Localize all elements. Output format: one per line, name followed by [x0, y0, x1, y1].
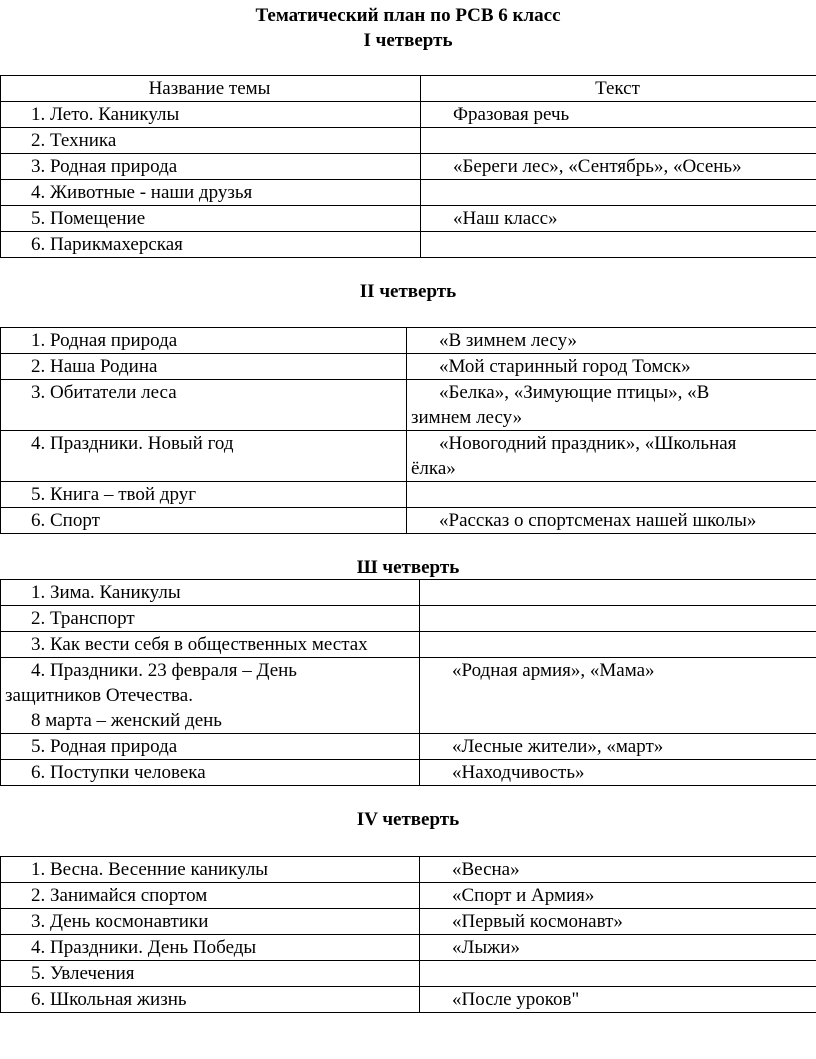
table-row — [1, 508, 816, 534]
topic-cell: 6. Школьная жизнь — [1, 987, 420, 1013]
topic-cell: 5. Книга – твой друг — [1, 482, 407, 508]
table-row — [1, 987, 816, 1013]
topic-cell: 5. Помещение — [1, 206, 421, 232]
text-cell: «Лесные жители», «март» — [420, 734, 816, 760]
text-cell: «Наш класс» — [421, 206, 816, 232]
table-row — [1, 580, 816, 606]
table-row — [1, 961, 816, 987]
text-cell: «Лыжи» — [420, 935, 816, 961]
table-row — [1, 206, 816, 232]
table-row — [1, 354, 816, 380]
quarter-4-title: IV четверть — [356, 809, 460, 830]
quarter-3-table — [0, 579, 816, 786]
topic-cell: 1. Лето. Каникулы — [1, 102, 421, 128]
table-row — [1, 180, 816, 206]
text-cell: Фразовая речь — [421, 102, 816, 128]
quarter-1-table — [0, 75, 816, 258]
text-cell: «Спорт и Армия» — [420, 883, 816, 909]
topic-cell: 2. Техника — [1, 128, 421, 154]
topic-cell: 3. Как вести себя в общественных местах — [1, 632, 420, 658]
topic-cell: 5. Родная природа — [1, 734, 420, 760]
text-cell — [420, 606, 816, 632]
table-row — [1, 102, 816, 128]
table-row — [1, 857, 816, 883]
text-cell: «Рассказ о спортсменах нашей школы» — [407, 508, 816, 534]
table-row — [1, 658, 816, 734]
topic-cell: 1. Весна. Весенние каникулы — [1, 857, 420, 883]
topic-cell: 5. Увлечения — [1, 961, 420, 987]
table-row — [1, 760, 816, 786]
topic-cell: 1. Родная природа — [1, 328, 407, 354]
text-cell — [407, 380, 816, 431]
table-row — [1, 128, 816, 154]
topic-cell — [1, 658, 420, 734]
topic-cell: 2. Занимайся спортом — [1, 883, 420, 909]
table-row — [1, 606, 816, 632]
text-cell — [421, 232, 816, 258]
header-topic: Название темы — [1, 76, 421, 102]
topic-cell: 2. Транспорт — [1, 606, 420, 632]
topic-cell: 6. Парикмахерская — [1, 232, 421, 258]
table-row — [1, 328, 816, 354]
topic-cell: 3. День космонавтики — [1, 909, 420, 935]
quarter-2-title: II четверть — [359, 281, 457, 302]
topic-cell: 6. Поступки человека — [1, 760, 420, 786]
topic-cell: 6. Спорт — [1, 508, 407, 534]
table-row — [1, 734, 816, 760]
table-row — [1, 632, 816, 658]
topic-cell: 3. Родная природа — [1, 154, 421, 180]
text-cell: «Первый космонавт» — [420, 909, 816, 935]
table-row — [1, 154, 816, 180]
topic-cell: 4. Животные - наши друзья — [1, 180, 421, 206]
topic-line: 4. Праздники. 23 февраля – День — [31, 660, 297, 681]
topic-cell: 3. Обитатели леса — [1, 380, 407, 431]
text-cell: «Мой старинный город Томск» — [407, 354, 816, 380]
text-cell — [407, 482, 816, 508]
table-header-row — [1, 76, 816, 102]
table-row — [1, 232, 816, 258]
topic-line: защитников Отечества. — [5, 685, 193, 706]
table-row — [1, 909, 816, 935]
text-cell — [421, 128, 816, 154]
text-line: зимнем лесу» — [411, 407, 523, 428]
quarter-3-title: Ш четверть — [356, 557, 460, 578]
text-cell: «После уроков" — [420, 987, 816, 1013]
quarter-1-title: I четверть — [363, 30, 453, 51]
text-line: ёлка» — [411, 458, 456, 479]
text-cell — [420, 580, 816, 606]
table-row — [1, 431, 816, 482]
quarter-4-table — [0, 856, 816, 1013]
topic-cell: 4. Праздники. День Победы — [1, 935, 420, 961]
text-cell: «Родная армия», «Мама» — [420, 658, 816, 734]
text-line: «Белка», «Зимующие птицы», «В — [439, 382, 710, 403]
table-row — [1, 935, 816, 961]
text-line: «Новогодний праздник», «Школьная — [439, 433, 737, 454]
text-cell — [407, 431, 816, 482]
topic-line: 8 марта – женский день — [31, 710, 222, 731]
text-cell: «Находчивость» — [420, 760, 816, 786]
topic-cell: 1. Зима. Каникулы — [1, 580, 420, 606]
table-row — [1, 482, 816, 508]
text-cell — [420, 961, 816, 987]
table-row — [1, 883, 816, 909]
topic-cell: 2. Наша Родина — [1, 354, 407, 380]
text-cell: «Береги лес», «Сентябрь», «Осень» — [421, 154, 816, 180]
text-cell: «В зимнем лесу» — [407, 328, 816, 354]
quarter-2-table — [0, 327, 816, 534]
text-cell — [420, 632, 816, 658]
text-cell — [421, 180, 816, 206]
topic-cell: 4. Праздники. Новый год — [1, 431, 407, 482]
header-text: Текст — [421, 76, 816, 102]
document-title: Тематический план по РСВ 6 класс — [255, 5, 561, 26]
text-cell: «Весна» — [420, 857, 816, 883]
table-row — [1, 380, 816, 431]
